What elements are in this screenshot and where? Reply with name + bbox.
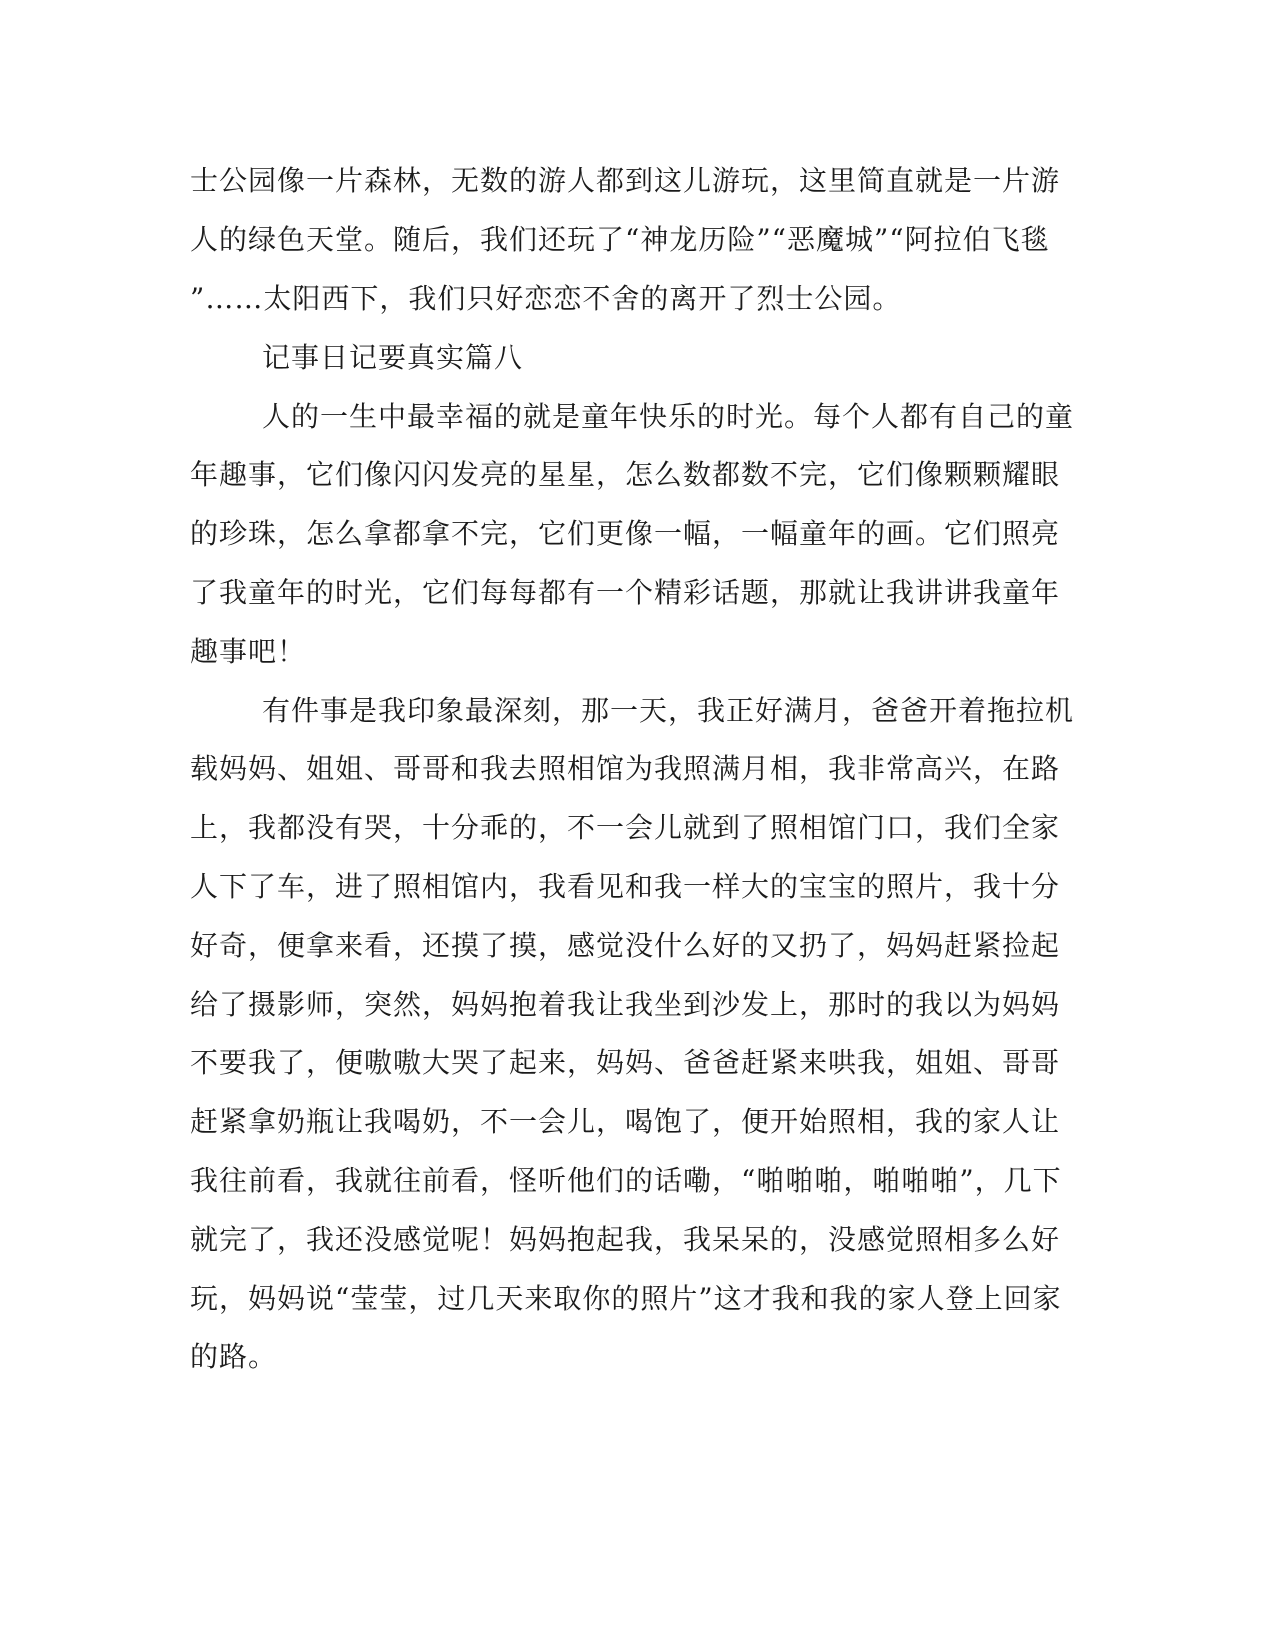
paragraph-line: 我往前看，我就往前看，怪听他们的话嘞，“啪啪啪，啪啪啪”，几下 [190,1164,1062,1197]
paragraph-line: 士公园像一片森林，无数的游人都到这儿游玩，这里简直就是一片游 [190,164,1061,197]
paragraph-line: 上，我都没有哭，十分乖的，不一会儿就到了照相馆门口，我们全家 [190,811,1061,844]
paragraph-line: 的珍珠，怎么拿都拿不完，它们更像一幅，一幅童年的画。它们照亮 [190,517,1061,550]
paragraph-line: 玩，妈妈说“莹莹，过几天来取你的照片”这才我和我的家人登上回家 [190,1282,1062,1315]
paragraph-line: ”……太阳西下，我们只好恋恋不舍的离开了烈士公园。 [190,282,902,315]
paragraph-line: 了我童年的时光，它们每每都有一个精彩话题，那就让我讲讲我童年 [190,576,1061,609]
section-heading: 记事日记要真实篇八 [262,341,524,374]
paragraph-line: 年趣事，它们像闪闪发亮的星星，怎么数都数不完，它们像颗颗耀眼 [190,458,1061,491]
paragraph-line: 人的绿色天堂。随后，我们还玩了“神龙历险”“恶魔城”“阿拉伯飞毯 [190,223,1050,256]
paragraph-line: 给了摄影师，突然，妈妈抱着我让我坐到沙发上，那时的我以为妈妈 [190,988,1061,1021]
paragraph-line: 载妈妈、姐姐、哥哥和我去照相馆为我照满月相，我非常高兴，在路 [190,752,1061,785]
paragraph-line: 人下了车，进了照相馆内，我看见和我一样大的宝宝的照片，我十分 [190,870,1061,903]
paragraph-line: 赶紧拿奶瓶让我喝奶，不一会儿，喝饱了，便开始照相，我的家人让 [190,1105,1061,1138]
paragraph-line: 就完了，我还没感觉呢！妈妈抱起我，我呆呆的，没感觉照相多么好 [190,1223,1061,1256]
paragraph-line: 的路。 [190,1340,278,1373]
paragraph-line: 人的一生中最幸福的就是童年快乐的时光。每个人都有自己的童 [262,400,1075,433]
paragraph-line: 有件事是我印象最深刻，那一天，我正好满月，爸爸开着拖拉机 [262,694,1075,727]
paragraph-line: 趣事吧！ [190,635,307,668]
paragraph-line: 不要我了，便嗷嗷大哭了起来，妈妈、爸爸赶紧来哄我，姐姐、哥哥 [190,1046,1061,1079]
paragraph-line: 好奇，便拿来看，还摸了摸，感觉没什么好的又扔了，妈妈赶紧捡起 [190,929,1061,962]
